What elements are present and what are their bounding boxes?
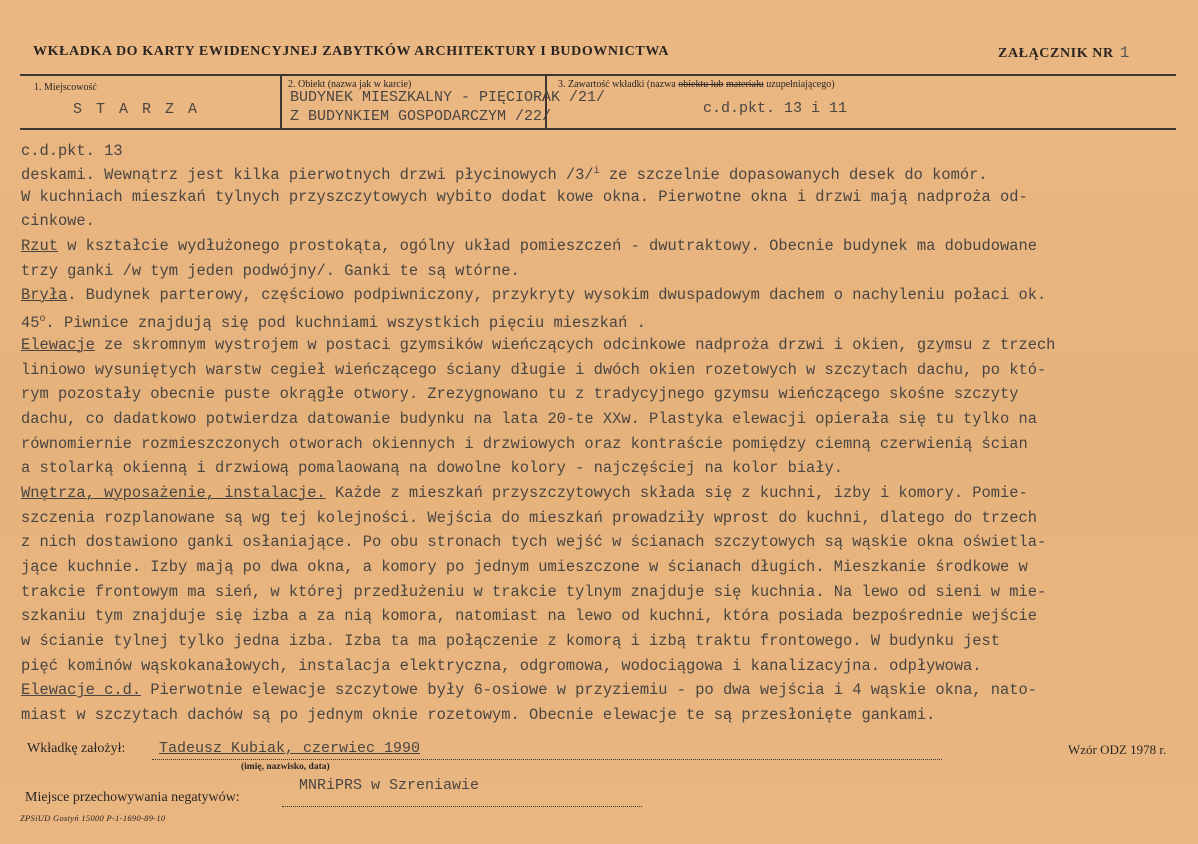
text-line: w ścianie tylnej tylko jedna izba. Izba ta ma połączenie z komorą i izbą traktu frontowego. W budynku jest [21, 632, 1001, 651]
text-segment: 45 [21, 314, 40, 333]
annex-value: 1 [1119, 44, 1130, 62]
text-segment: Każde z mieszkań przyszczytowych składa się z kuchni, izby i komory. Pomie- [325, 483, 1028, 502]
description-text [21, 142, 1191, 728]
annex-label: ZAŁĄCZNIK NR [998, 46, 1114, 61]
text-line: szkaniu tym znajduje się izba a za nią komora, natomiast na lewo od kuchni, która posiada bezpośrednie wejście [21, 607, 1037, 626]
text-line: trakcie frontowym ma sień, w której przedłużeniu w trakcie tylnym znajduje się kuchnia. Na lewo od sieni w mie- [21, 582, 1047, 601]
text-segment: . Piwnice znajdują się pod kuchniami wszystkich pięciu mieszkań . [45, 314, 646, 333]
text-segment: deskami. Wewnątrz jest kilka pierwotnych drzwi płycinowych /3/ [21, 166, 594, 185]
text-line: cinkowe. [21, 212, 95, 231]
locality-label: 1. Miejscowość [34, 82, 97, 93]
text-line [21, 678, 1191, 703]
text-line: rym pozostały obecnie puste okrągłe otwory. Zrezygnowano tu z tradycyjnego gzymsu wieńczącego skośne szczyty [21, 385, 1019, 404]
text-line: pięć kominów wąskokanałowych, instalacja elektryczna, odgromowa, wodociągowa i kanalizacyjna. odpływowa. [21, 656, 982, 675]
text-line: z nich dostawiono ganki osłaniające. Po obu stronach tych wejść w ścianach szczytowych są wąskie okna oświetla- [21, 533, 1047, 552]
object-label: 2. Obiekt (nazwa jak w karcie) [288, 79, 412, 90]
object-line-1: BUDYNEK MIESZKALNY - PIĘCIORAK /21/ [290, 89, 606, 106]
text-line: trzy ganki /w tym jeden podwójny/. Ganki te są wtórne. [21, 261, 520, 280]
field-box-bottom-rule [20, 128, 1176, 130]
established-value: Tadeusz Kubiak, czerwiec 1990 [159, 740, 421, 757]
text-line: a stolarką okienną i drzwiową pomalaowaną na dowolne kolory - najczęściej na kolor biały. [21, 459, 843, 478]
text-segment: . Budynek parterowy, częściowo podpiwniczony, przykryty wysokim dwuspadowym dachem o nachyleniu połaci ok. [67, 286, 1047, 305]
degree-mark: o [39, 314, 46, 326]
text-line: jące kuchnie. Izby mają po dwa okna, a komory po jednym umieszczone w ścianach długich. Mieszkanie środkowe w [21, 558, 1028, 576]
text-segment: Pierwotnie elewacje szczytowe były 6-osiowe w przyziemiu - po dwa wejścia i 4 wąskie okna, nato- [141, 681, 1037, 700]
text-segment: ze skromnym wystrojem w postaci gzymsików wieńczących odcinkowe nadproża drzwi i okien, gzymsu z trzech [94, 335, 1056, 354]
text-line: liniowo wysuniętych warstw cegieł wieńczącego ściany długie i dwóch okien rozetowych w szczytach dachu, po któ- [21, 360, 1047, 379]
established-hint: (imię, nazwisko, data) [241, 762, 330, 772]
form-code: Wzór ODZ 1978 r. [1068, 742, 1167, 757]
text-line [21, 308, 1191, 333]
footnote-mark: i [593, 166, 600, 177]
contents-label-a: 3. Zawartość wkładki (nazwa [558, 79, 679, 90]
established-label: Wkładkę założył: [27, 741, 126, 756]
section-heading-elewacje-cd: Elewacje c.d. [21, 681, 142, 700]
contents-label-struck-1: obiektu lub [678, 79, 724, 90]
field-box-top-rule [20, 74, 1176, 76]
text-line [21, 234, 1191, 259]
established-dotted-line [152, 759, 942, 760]
contents-value: c.d.pkt. 13 i 11 [703, 100, 848, 117]
section-heading-wnetrza: Wnętrza, wyposażenie, instalacje. [21, 483, 326, 502]
text-line [21, 333, 1191, 358]
text-segment: w kształcie wydłużonego prostokąta, ogólny układ pomieszczeń - dwutraktowy. Obecnie budynek ma dobudowane [57, 237, 1037, 256]
contents-label [558, 79, 835, 90]
annex-number [998, 44, 1130, 62]
field-divider-1 [280, 75, 282, 129]
card-title: WKŁADKA DO KARTY EWIDENCYJNEJ ZABYTKÓW ARCHITEKTURY I BUDOWNICTWA [33, 44, 670, 59]
object-line-2: Z BUDYNKIEM GOSPODARCZYM /22/ [290, 108, 552, 125]
contents-label-c: uzupełniającego) [763, 79, 835, 90]
text-line: W kuchniach mieszkań tylnych przyszczytowych wybito dodat kowe okna. Pierwotne okna i drzwi mają nadproża od- [21, 187, 1028, 206]
text-line: dachu, co dadatkowo potwierdza datowanie budynku na lata 20-te XXw. Plastyka elewacji opierała się tu tylko na [21, 409, 1037, 428]
text-segment: ze szczelnie dopasowanych desek do komór. [599, 166, 988, 185]
text-line: miast w szczytach dachów są po jednym oknie rozetowym. Obecnie elewacje te są przesłonięte gankami. [21, 706, 936, 725]
text-line [21, 481, 1191, 506]
text-line [21, 283, 1191, 308]
section-heading-rzut: Rzut [21, 237, 58, 256]
text-line: c.d.pkt. 13 [21, 142, 123, 160]
negatives-value: MNRiPRS w Szreniawie [299, 777, 480, 794]
section-heading-bryla: Bryła [21, 286, 68, 305]
text-line: szczenia rozplanowane są wg tej kolejności. Wejścia do mieszkań prowadziły wprost do kuchni, dlatego do trzech [21, 508, 1037, 527]
negatives-label: Miejsce przechowywania negatywów: [25, 790, 240, 805]
text-line: równomiernie rozmieszczonych otworach okiennych i drzwiowych oraz kontraście pomiędzy ciemną czerwienią ścian [21, 434, 1028, 453]
print-info: ZPSiUD Gostyń 15000 P-1-1690-89-10 [20, 813, 166, 823]
negatives-dotted-line [282, 806, 642, 807]
locality-value: STARZA [73, 101, 212, 118]
contents-label-struck-2: materiału [726, 79, 764, 90]
text-line [21, 160, 1191, 185]
section-heading-elewacje: Elewacje [21, 335, 95, 354]
